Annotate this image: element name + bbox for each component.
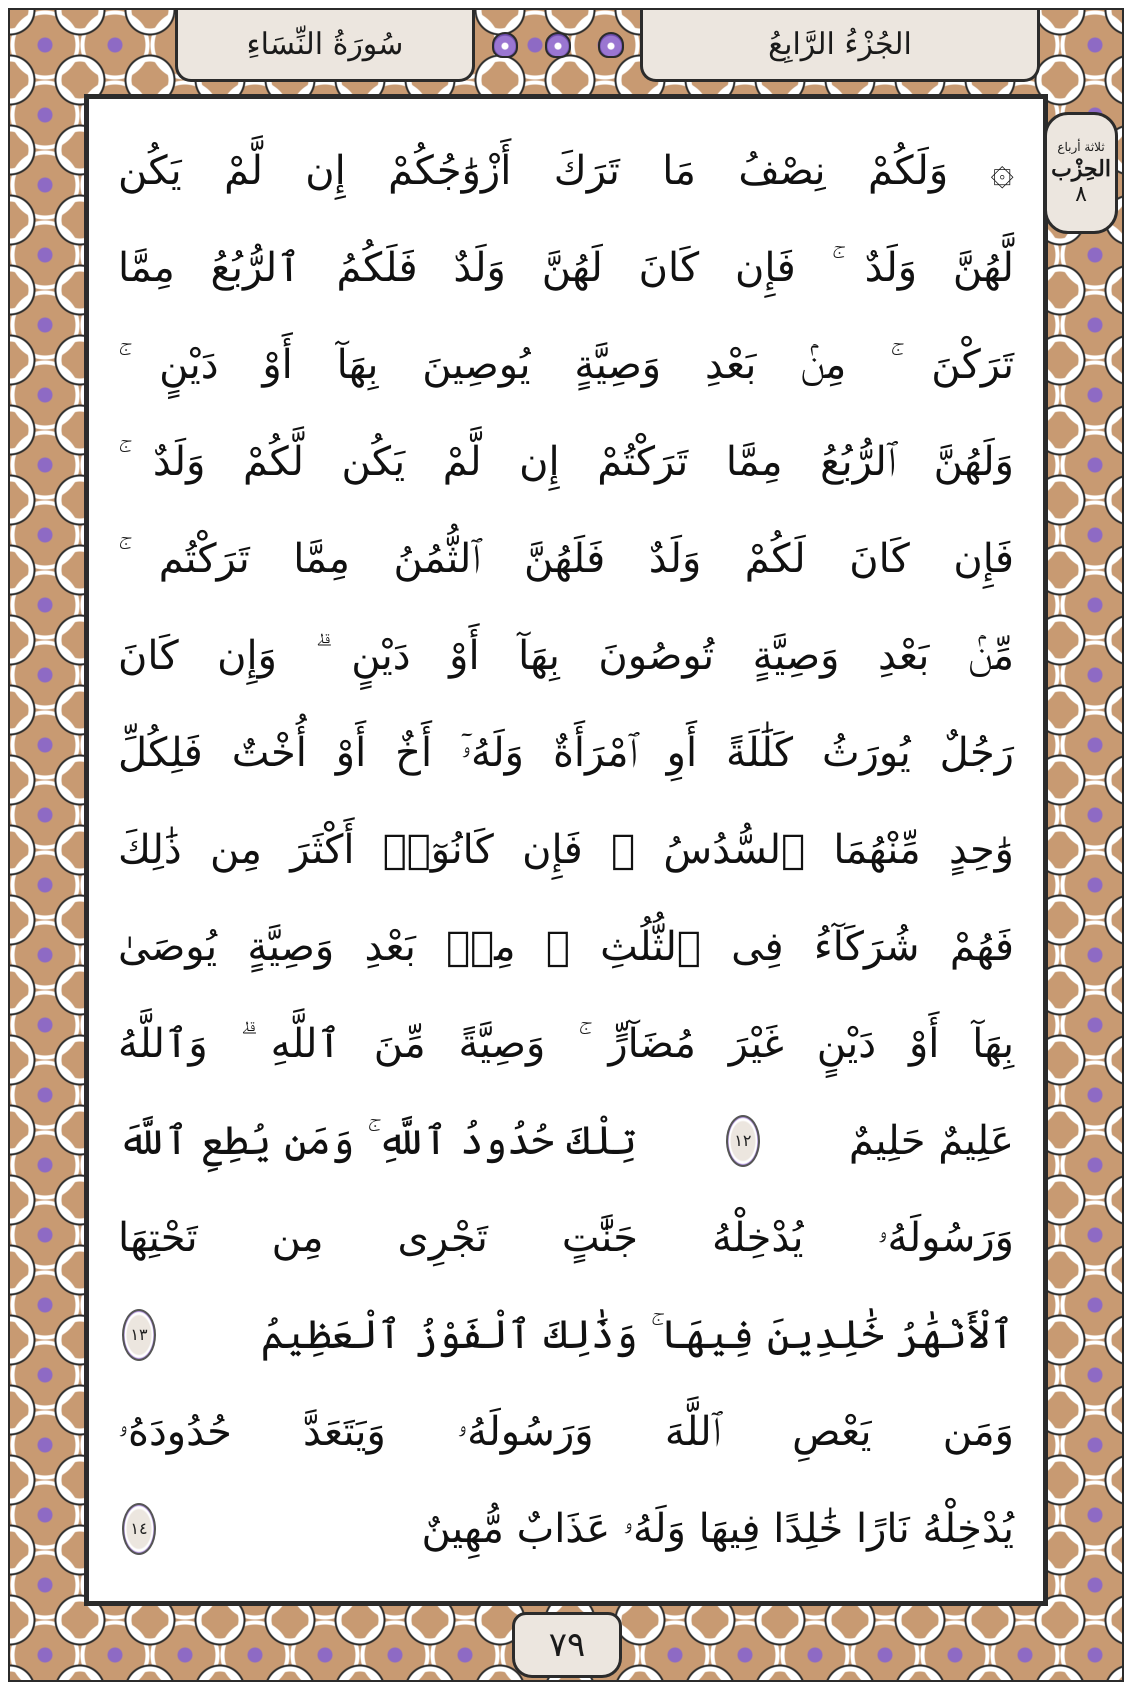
verse-line-text: وَمَن يَعْصِ ٱللَّهَ وَرَسُولَهُۥ وَيَتَعَدَّ حُدُودَهُۥ	[118, 1408, 1014, 1455]
ayah-number-marker-icon: ١٢	[726, 1115, 760, 1167]
verse-line	[118, 704, 1014, 801]
page-number	[512, 1612, 622, 1678]
verse-line	[118, 413, 1014, 510]
surah-name-header	[175, 8, 475, 82]
verse-line-text: وَلَهُنَّ ٱلرُّبُعُ مِمَّا تَرَكْتُمْ إِن لَّمْ يَكُن لَّكُمْ وَلَدٌ ۚ	[118, 438, 1014, 485]
verse-line	[118, 995, 1014, 1092]
juz-name: الجُزْءُ الرَّابِعُ	[768, 27, 912, 62]
verse-line	[118, 122, 1014, 219]
verse-line-text: فَهُمْ شُرَكَآءُ فِى ٱلثُّلُثِ ۚ مِنۢ بَعْدِ وَصِيَّةٍ يُوصَىٰ	[118, 923, 1014, 970]
verse-line	[118, 898, 1014, 995]
flower-ornament-icon	[545, 32, 571, 58]
verse-line-text: رَجُلٌ يُورَثُ كَلَٰلَةً أَوِ ٱمْرَأَةٌ وَلَهُۥٓ أَخٌ أَوْ أُخْتٌ فَلِكُلِّ	[118, 729, 1014, 776]
verse-line	[118, 801, 1014, 898]
verse-line-text: ۞ وَلَكُمْ نِصْفُ مَا تَرَكَ أَزْوَٰجُكُمْ إِن لَّمْ يَكُن	[118, 147, 1014, 194]
verse-line-text: تَرَكْنَ ۚ مِنۢ بَعْدِ وَصِيَّةٍ يُوصِينَ بِهَآ أَوْ دَيْنٍ ۚ	[118, 341, 1014, 388]
verse-line-text: وَٰحِدٍ مِّنْهُمَا ٱلسُّدُسُ ۚ فَإِن كَانُوٓا۟ أَكْثَرَ مِن ذَٰلِكَ	[118, 826, 1014, 873]
verse-line	[118, 316, 1014, 413]
hizb-number: ٨	[1075, 182, 1087, 207]
verse-line-text: عَلِيمٌ حَلِيمٌ	[848, 1117, 1014, 1164]
verse-line	[118, 219, 1014, 316]
verse-line-text: وَرَسُولَهُۥ يُدْخِلْهُ جَنَّٰتٍ تَجْرِى مِن تَحْتِهَا	[118, 1214, 1014, 1261]
page-number-text: ٧٩	[548, 1625, 586, 1665]
verse-line	[118, 1480, 1014, 1577]
juz-name-header	[640, 8, 1040, 82]
ayah-number-marker-icon: ١٤	[122, 1503, 156, 1555]
flower-ornament-icon	[598, 32, 624, 58]
hizb-label: الحِزْب	[1051, 156, 1111, 182]
hizb-marker	[1044, 112, 1118, 234]
hizb-fraction: ثلاثة أرباع	[1057, 140, 1105, 154]
verse-line-text: بِهَآ أَوْ دَيْنٍ غَيْرَ مُضَآرٍّ ۚ وَصِيَّةً مِّنَ ٱللَّهِ ۗ وَٱللَّهُ	[118, 1020, 1014, 1067]
verse-line	[118, 1189, 1014, 1286]
verse-line	[118, 1286, 1014, 1383]
verse-line-text: لَّهُنَّ وَلَدٌ ۚ فَإِن كَانَ لَهُنَّ وَلَدٌ فَلَكُمُ ٱلرُّبُعُ مِمَّا	[118, 244, 1014, 291]
verse-line-text: مِّنۢ بَعْدِ وَصِيَّةٍ تُوصُونَ بِهَآ أَوْ دَيْنٍ ۗ وَإِن كَانَ	[118, 632, 1014, 679]
verse-line	[118, 510, 1014, 607]
verse-line-text: يُدْخِلْهُ نَارًا خَٰلِدًا فِيهَا وَلَهُۥ عَذَابٌ مُّهِينٌ	[421, 1505, 1014, 1552]
verse-lines	[118, 122, 1014, 1577]
flower-ornament-icon	[492, 32, 518, 58]
verse-line-text: ٱلْأَنْهَٰرُ خَٰلِدِينَ فِيهَا ۚ وَذَٰلِكَ ٱلْفَوْزُ ٱلْعَظِيمُ	[260, 1311, 1014, 1358]
verse-line-text: فَإِن كَانَ لَكُمْ وَلَدٌ فَلَهُنَّ ٱلثُّمُنُ مِمَّا تَرَكْتُم ۚ	[118, 535, 1014, 582]
verse-line-text: تِلْكَ حُدُودُ ٱللَّهِ ۚ وَمَن يُطِعِ ٱللَّهَ	[118, 1117, 637, 1164]
verse-line	[118, 1383, 1014, 1480]
surah-name: سُورَةُ النِّسَاءِ	[246, 27, 404, 62]
verse-line	[118, 607, 1014, 704]
verse-line	[118, 1092, 1014, 1189]
header-ornament	[478, 8, 638, 82]
ayah-number-marker-icon: ١٣	[122, 1309, 156, 1361]
